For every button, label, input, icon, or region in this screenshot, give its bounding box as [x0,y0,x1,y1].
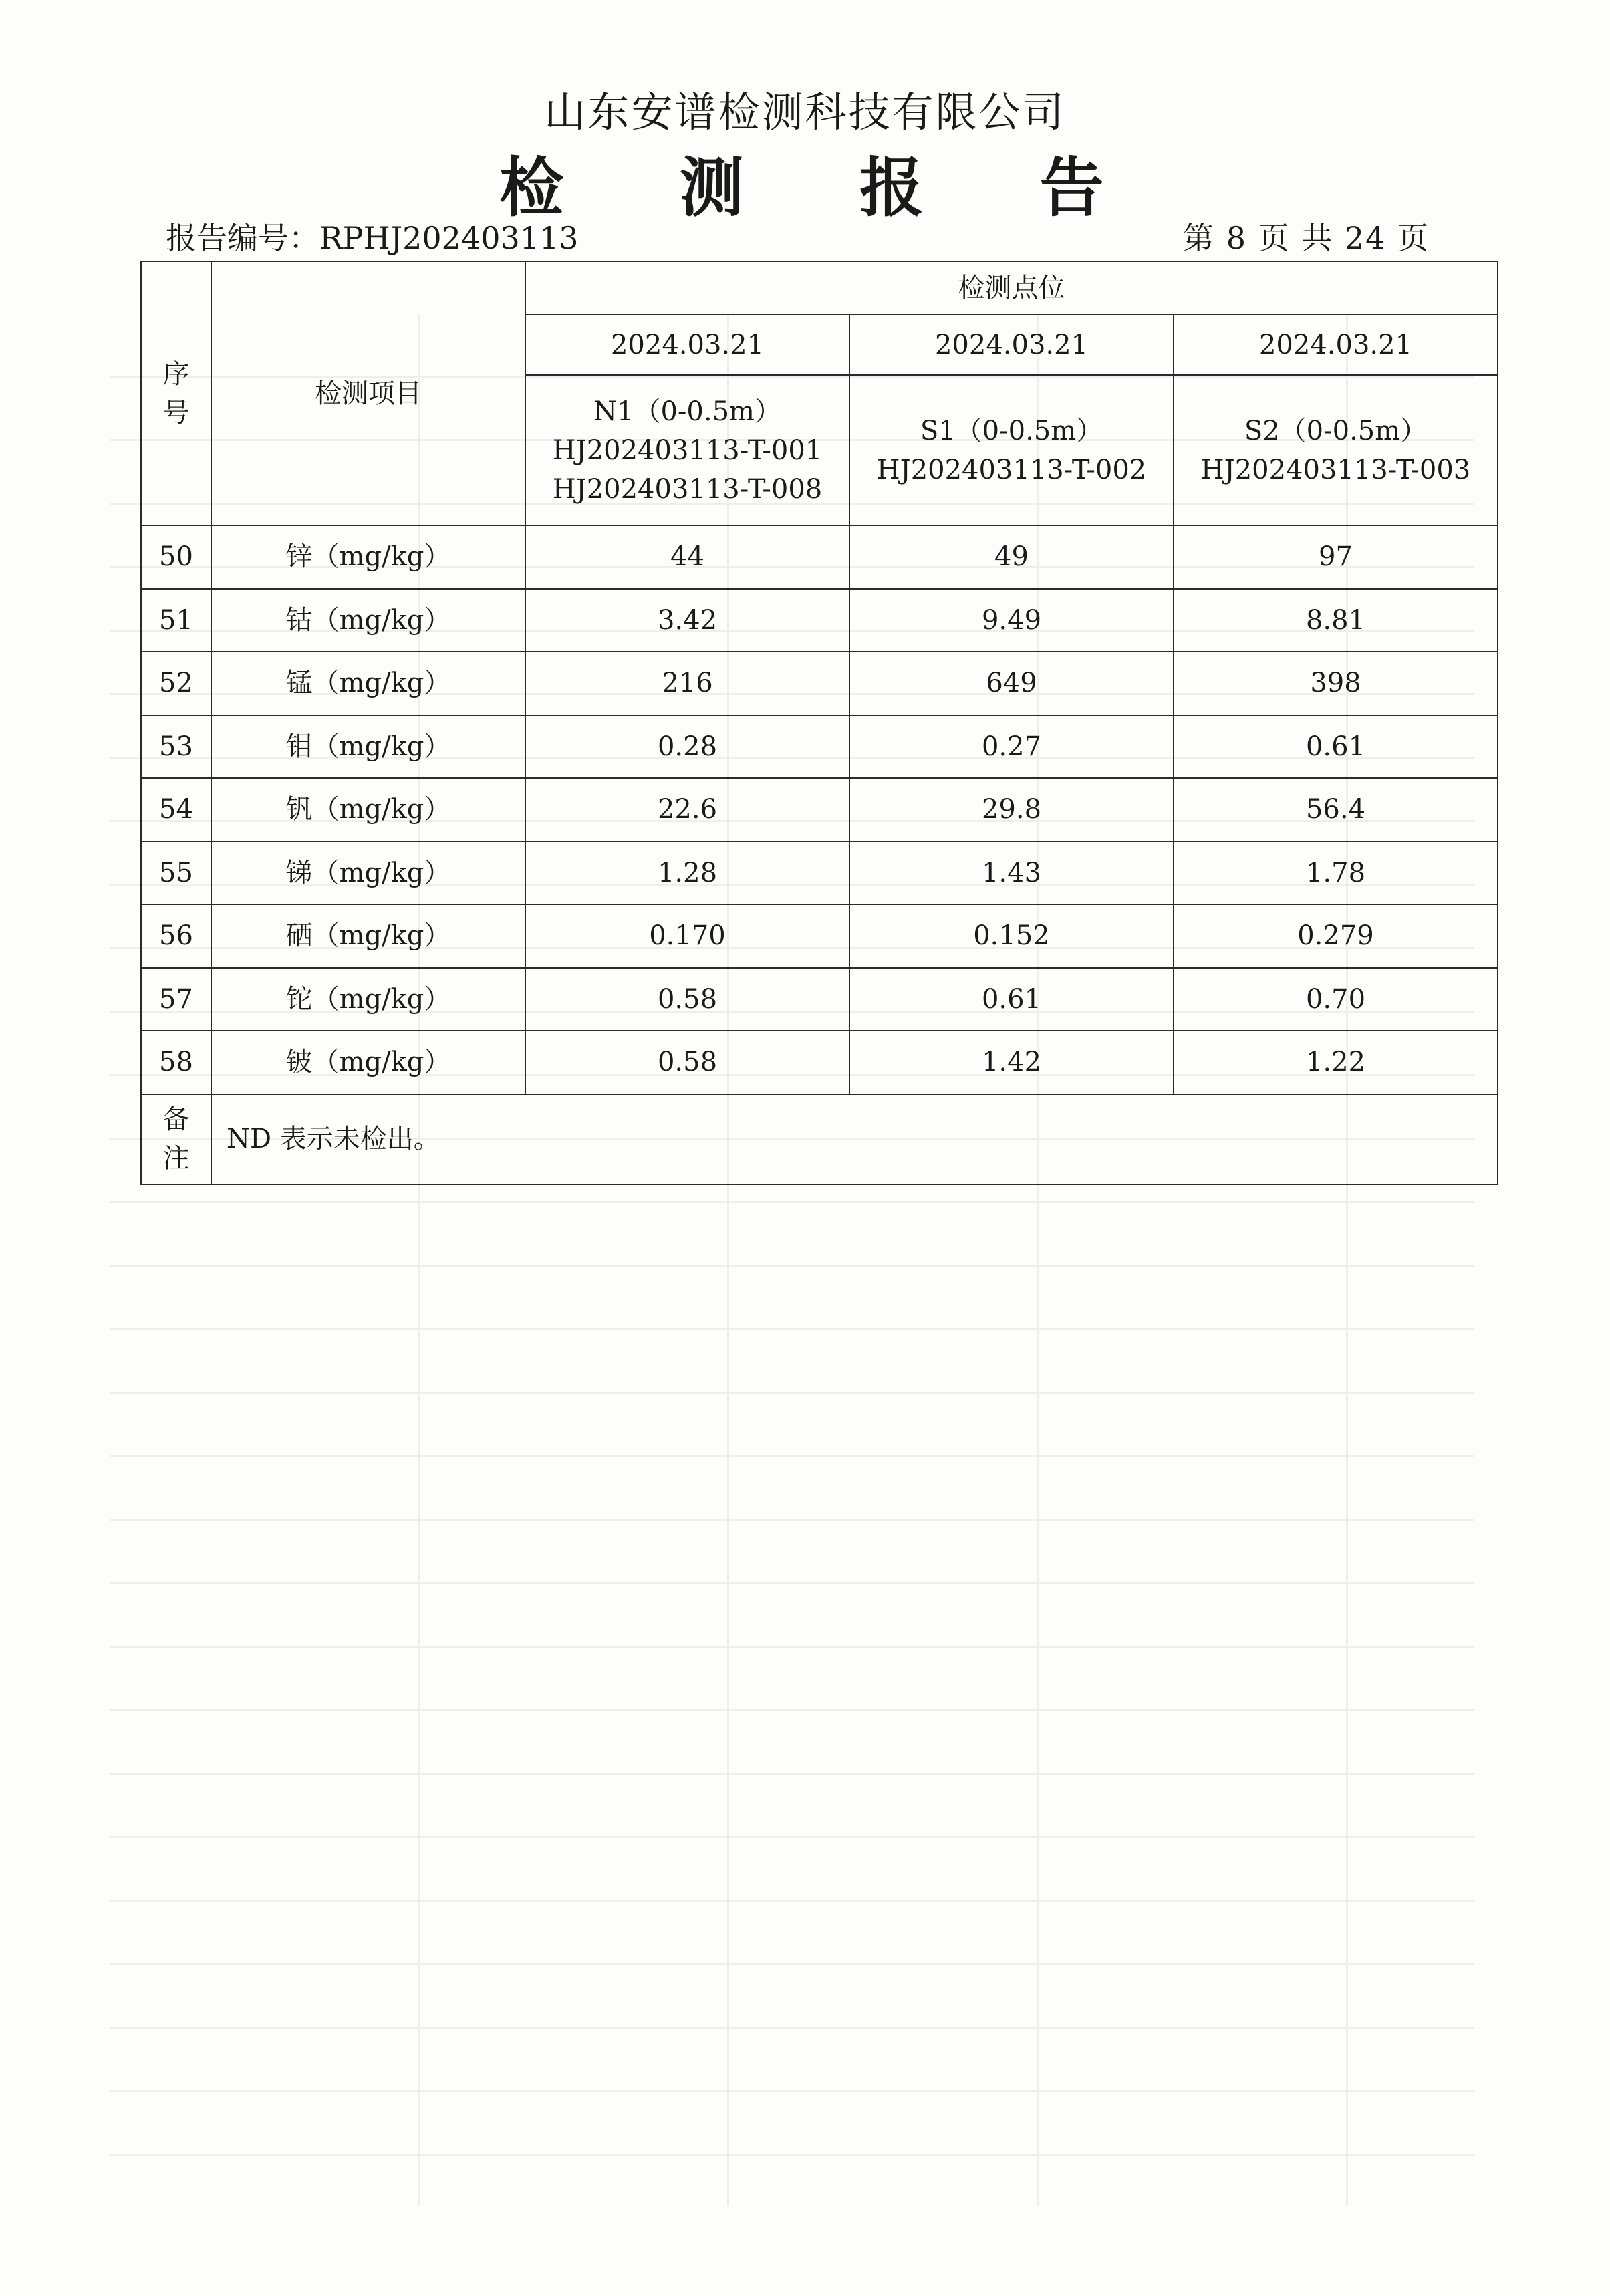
point-n1: N1（0-0.5m） HJ202403113-T-001 HJ202403113-T-008 [525,375,849,525]
point-s1: S1（0-0.5m） HJ202403113-T-002 [849,375,1174,525]
value-n1: 0.58 [525,968,849,1031]
value-s1: 0.27 [849,715,1174,779]
row-no: 54 [141,778,211,842]
value-s2: 1.78 [1174,842,1498,905]
value-s1: 649 [849,652,1174,715]
row-no: 56 [141,904,211,968]
value-n1: 22.6 [525,778,849,842]
value-n1: 3.42 [525,589,849,652]
date-s2: 2024.03.21 [1174,315,1498,375]
row-no: 52 [141,652,211,715]
value-n1: 1.28 [525,842,849,905]
value-n1: 0.28 [525,715,849,779]
row-item: 锑（mg/kg） [211,842,525,905]
table-row [141,904,1498,968]
company-name: 山东安谱检测科技有限公司 [544,88,1066,136]
point-s2: S2（0-0.5m） HJ202403113-T-003 [1174,375,1498,525]
value-s2: 56.4 [1174,778,1498,842]
table-row [141,842,1498,905]
value-s1: 0.152 [849,904,1174,968]
table-row [141,652,1498,715]
row-no: 53 [141,715,211,779]
row-no: 58 [141,1031,211,1094]
row-item: 硒（mg/kg） [211,904,525,968]
value-s2: 0.70 [1174,968,1498,1031]
row-item: 铊（mg/kg） [211,968,525,1031]
row-no: 55 [141,842,211,905]
value-s1: 9.49 [849,589,1174,652]
value-n1: 44 [525,525,849,589]
value-s2: 97 [1174,525,1498,589]
group-header: 检测点位 [525,261,1498,315]
value-s2: 1.22 [1174,1031,1498,1094]
value-s1: 1.43 [849,842,1174,905]
value-s1: 1.42 [849,1031,1174,1094]
value-s2: 8.81 [1174,589,1498,652]
date-n1: 2024.03.21 [525,315,849,375]
remark-label: 备 注 [141,1094,211,1184]
results-table [140,261,1498,1185]
row-no: 51 [141,589,211,652]
row-item: 锌（mg/kg） [211,525,525,589]
table-row [141,715,1498,779]
table-row [141,1031,1498,1094]
row-item: 锰（mg/kg） [211,652,525,715]
value-n1: 0.58 [525,1031,849,1094]
table-row [141,968,1498,1031]
item-header: 检测项目 [211,261,525,525]
value-n1: 216 [525,652,849,715]
value-s1: 49 [849,525,1174,589]
row-item: 铍（mg/kg） [211,1031,525,1094]
remark-text: ND 表示未检出。 [211,1094,1498,1184]
value-s2: 0.61 [1174,715,1498,779]
page-info: 第 8 页 共 24 页 [1183,220,1430,256]
date-s1: 2024.03.21 [849,315,1174,375]
seq-header: 序 号 [141,261,211,525]
row-item: 钒（mg/kg） [211,778,525,842]
report-number: 报告编号：RPHJ202403113 [166,220,579,256]
value-s2: 398 [1174,652,1498,715]
report-title: 检 测 报 告 [499,150,1151,225]
table-row [141,778,1498,842]
row-no: 57 [141,968,211,1031]
row-no: 50 [141,525,211,589]
value-n1: 0.170 [525,904,849,968]
table-row [141,589,1498,652]
value-s1: 29.8 [849,778,1174,842]
row-item: 钼（mg/kg） [211,715,525,779]
row-item: 钴（mg/kg） [211,589,525,652]
value-s2: 0.279 [1174,904,1498,968]
table-row [141,525,1498,589]
value-s1: 0.61 [849,968,1174,1031]
